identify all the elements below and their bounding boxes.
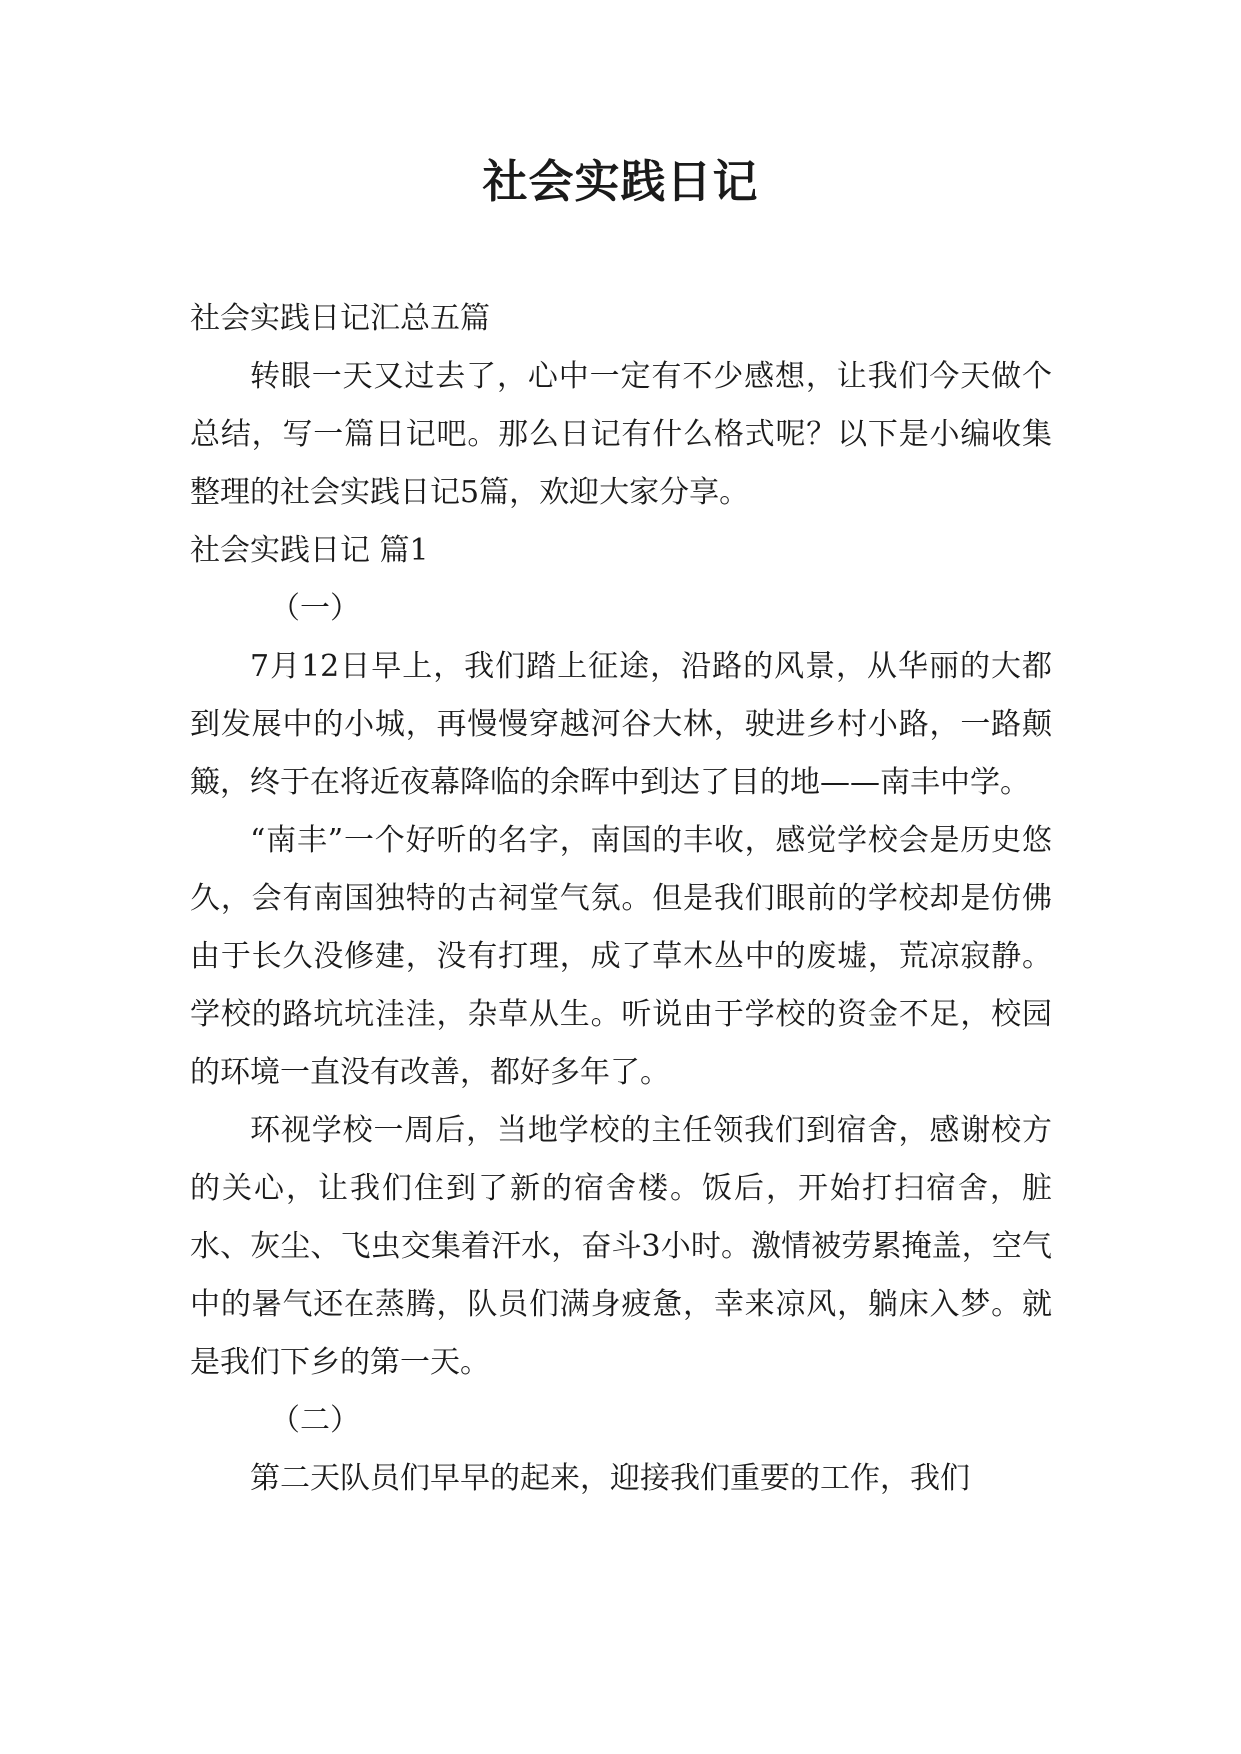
subsection-marker: （一） bbox=[270, 591, 360, 626]
body-paragraph: 第二天队员们早早的起来，迎接我们重要的工作，我们 bbox=[250, 1461, 970, 1496]
document-body bbox=[190, 290, 1052, 1508]
section-heading: 社会实践日记 篇1 bbox=[190, 533, 429, 568]
body-paragraph: 环视学校一周后，当地学校的主任领我们到宿舍，感谢校方的关心，让我们住到了新的宿舍楼。饭后，开始打扫宿舍，脏水、灰尘、飞虫交集着汗水，奋斗3小时。激情被劳累掩盖，空气中的暑气还在蒸腾，队员们满身疲惫，幸来凉风，躺床入梦。就是我们下乡的第一天。 bbox=[190, 1113, 1052, 1380]
body-paragraph: 7月12日早上，我们踏上征途，沿路的风景，从华丽的大都到发展中的小城，再慢慢穿越河谷大林，驶进乡村小路，一路颠簸，终于在将近夜幕降临的余晖中到达了目的地——南丰中学。 bbox=[190, 649, 1052, 800]
document-title: 社会实践日记 bbox=[482, 155, 759, 208]
collection-heading: 社会实践日记汇总五篇 bbox=[190, 301, 490, 336]
intro-paragraph: 转眼一天又过去了，心中一定有不少感想，让我们今天做个总结，写一篇日记吧。那么日记有什么格式呢？以下是小编收集整理的社会实践日记5篇，欢迎大家分享。 bbox=[190, 359, 1052, 510]
subsection-marker: （二） bbox=[270, 1403, 360, 1438]
body-paragraph: “南丰”一个好听的名字，南国的丰收，感觉学校会是历史悠久，会有南国独特的古祠堂气氛。但是我们眼前的学校却是仿佛由于长久没修建，没有打理，成了草木丛中的废墟，荒凉寂静。学校的路坑坑洼洼，杂草从生。听说由于学校的资金不足，校园的环境一直没有改善，都好多年了。 bbox=[190, 823, 1052, 1090]
